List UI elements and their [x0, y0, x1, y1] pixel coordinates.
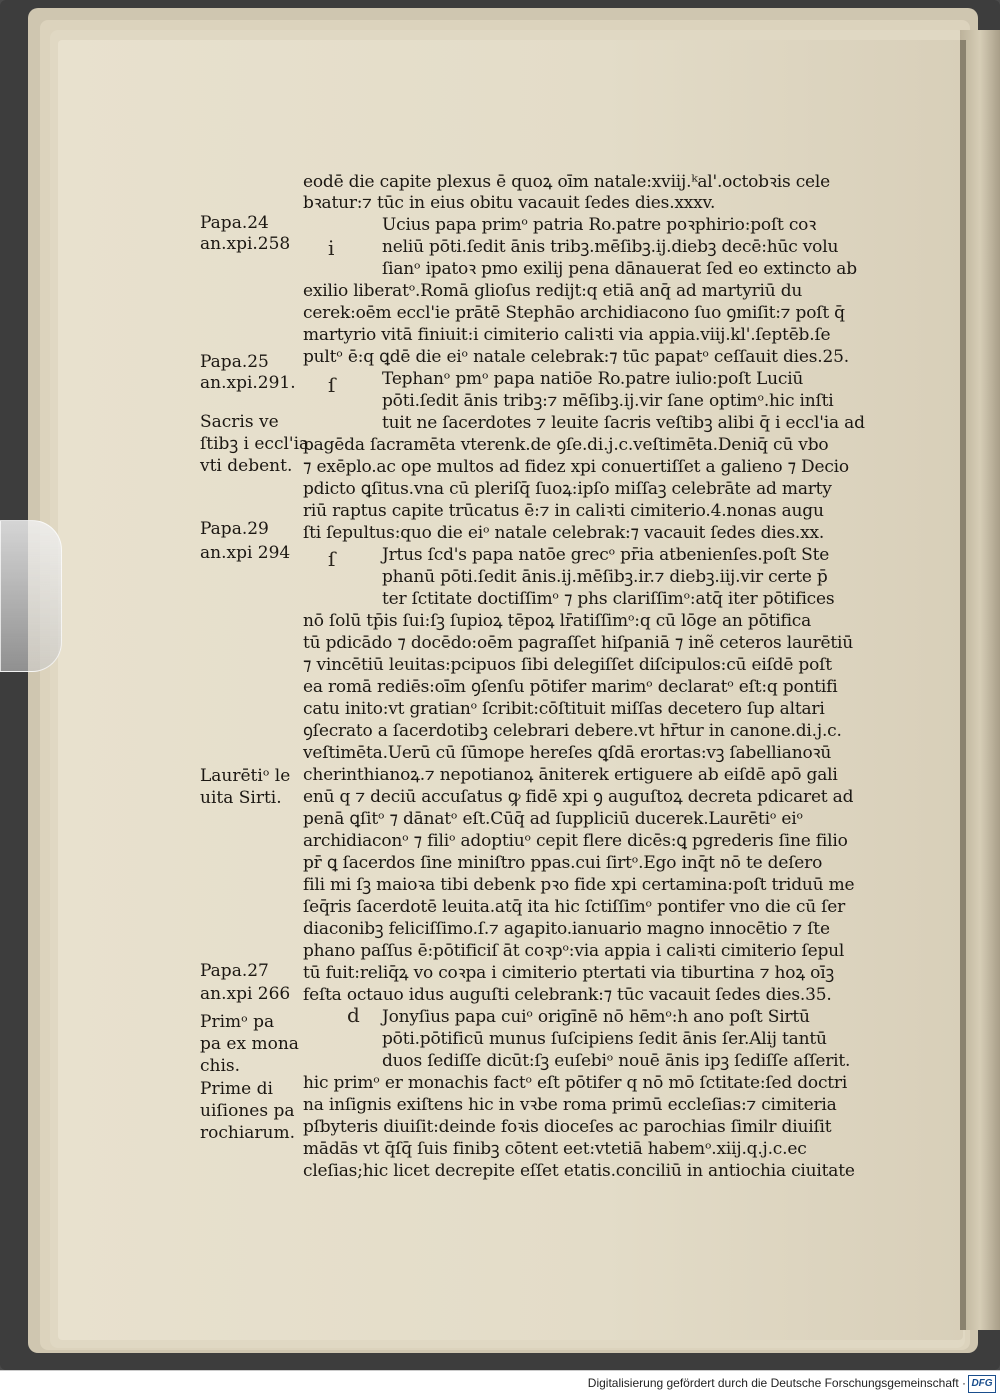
text-line: feſta octauo idus auguſti celebrank:⁊ tūc vacauit ſedes dies.35. [303, 985, 832, 1005]
margin-note: an.xpi.291. [200, 373, 296, 393]
text-line: Ucius papa primᵒ patria Ro.patre poꝛphirio:poſt coꝛ [382, 215, 817, 235]
text-line: ea romā rediēs:oīm ꝯſenſu pōtifer marimᵒ declaratᵒ eſt:q pontifi [303, 677, 838, 697]
right-page-leaves [960, 30, 1000, 1330]
text-line: enū q ⁊ deciū accuſatus ꝙ fidē xpi ꝯ auguſtoꝝ decreta pdicaret ad [303, 787, 854, 807]
margin-note: Prime di [200, 1079, 273, 1099]
margin-note: ſtibꝫ i eccl'ia [200, 434, 310, 454]
plastic-clip [0, 520, 62, 672]
gutter [960, 40, 966, 1330]
text-line: diaconibꝫ feliciſſimo.ſ.⁊ agapito.ianuario magno innocētio ⁊ ſte [303, 919, 830, 939]
margin-note: Papa.24 [200, 213, 269, 233]
text-line: neliū pōti.ſedit ānis tribꝫ.mēſibꝫ.ij.diebꝫ decē:hūc volu [382, 237, 839, 257]
text-line: pagēda ſacramēta vterenk.de ꝯſe.di.j.c.veſtimēta.Deniq̄ cū vbo [303, 435, 829, 455]
margin-note: Laurētiᵒ le [200, 766, 291, 786]
guide-initial: i [328, 236, 335, 260]
guide-initial: ſ [328, 373, 336, 397]
text-line: pr̄ ꝗ ſacerdos ſine miniſtro ppas.cui ſirtᵒ.Ego inq̄t nō te deſero [303, 853, 823, 873]
text-line: ſeq̄ris ſacerdotē leuita.atq̄ ita hic ſctiſſimᵒ pontifer vno die cū ſer [303, 897, 846, 917]
text-line: eodē die capite plexus ē quoꝝ oīm natale:xviij.ᵏal'.octobꝛis cele [303, 172, 830, 192]
text-line: phano paſſus ē:pōtificiſ āt coꝛpᵒ:via appia i caliꝛti cimiterio ſepul [303, 941, 845, 961]
margin-note: pa ex mona [200, 1034, 299, 1054]
margin-note: Papa.29 [200, 519, 269, 539]
text-line: cleſias;hic licet decrepite eſſet etatis.conciliū in antiochia ciuitate [303, 1161, 855, 1181]
text-line: cerek:oēm eccl'ie prātē Stephāo archidiacono ſuo ꝯmiſit:⁊ poſt q̄ [303, 303, 845, 323]
footer-bar [0, 1370, 1000, 1396]
guide-initial: ſ [328, 547, 336, 571]
margin-note: uiſiones pa [200, 1101, 295, 1121]
text-line: cherinthianoꝝ.⁊ nepotianoꝝ āniterek ertiguere ab eiſdē apō gali [303, 765, 838, 785]
text-line: hic primᵒ er monachis factᵒ eſt pōtifer q nō mō ſctitate:ſed doctri [303, 1073, 848, 1093]
margin-note: an.xpi.258 [200, 234, 291, 254]
text-line: tū pdicādo ⁊ docēdo:oēm pagraſſet hiſpaniā ⁊ inẽ ceteros laurētiū [303, 633, 854, 653]
text-line: pōti.pōtificū munus ſuſcipiens ſedit ānis ſer.Alij tantū [382, 1029, 827, 1049]
text-line: fili mi ſꝫ maioꝛa tibi debenk pꝛo fide xpi certamina:poſt triduū me [303, 875, 855, 895]
margin-note: chis. [200, 1056, 241, 1076]
text-line: mādās vt q̄ſq̄ ſuis finibꝫ cōtent eet:vtetiā habemᵒ.xiij.q.j.c.ec [303, 1139, 807, 1159]
margin-note: an.xpi 266 [200, 984, 291, 1004]
funding-notice: Digitalisierung gefördert durch die Deutsche Forschungsgemeinschaft · [587, 1376, 966, 1390]
text-line: tuit ne ſacerdotes ⁊ leuite ſacris veſtibꝫ alibi q̄ i eccl'ia ad [382, 413, 865, 433]
text-line: veſtimēta.Uerū cū ſūmope hereſes ꝗſdā erortas:vꝫ ſabellianoꝛū [303, 743, 832, 763]
text-line: catu inito:vt gratianᵒ ſcribit:cōſtituit miſſas decetero ſup altari [303, 699, 825, 719]
text-line: nō ſolū tp̄is ſui:ſꝫ ſupioꝝ tēpoꝝ lr̄atiſſimᵒ:q cū lōge an pōtifica [303, 611, 812, 631]
text-line: phanū pōti.ſedit ānis.ij.mēſibꝫ.ir.⁊ diebꝫ.iij.vir certe p̄ [382, 567, 828, 587]
margin-note: uita Sirti. [200, 788, 282, 808]
text-line: ⁊ exēplo.ac ope multos ad fidez xpi conuertiſſet a galieno ⁊ Decio [303, 457, 849, 477]
margin-note: Primᵒ pa [200, 1012, 275, 1032]
text-line: pōti.ſedit ānis tribꝫ:⁊ mēſibꝫ.ij.vir ſane optimᵒ.hic inſti [382, 391, 834, 411]
margin-note: vti debent. [200, 456, 293, 476]
guide-initial: d [347, 1003, 360, 1027]
text-line: riū raptus capite trūcatus ē:⁊ in caliꝛti cimiterio.4.nonas augu [303, 501, 824, 521]
text-line: pultᵒ ē:q ꝗdē die eiᵒ natale celebrak:⁊ tūc papatᵒ ceſſauit dies.25. [303, 347, 849, 367]
text-line: Jrtus ſcd's papa natōe grecᵒ pr̄ia atbenienſes.poſt Ste [382, 545, 830, 565]
text-line: ⁊ vincētiū leuitas:pcipuos ſibi delegiſſet diſcipulos:cū eiſdē poſt [303, 655, 832, 675]
text-line: exilio liberatᵒ.Romā glioſus redijt:q etiā anq̄ ad martyriū du [303, 281, 803, 301]
text-line: Jonyſius papa cuiᵒ origīnē nō hēmᵒ:h ano poſt Sirtū [382, 1007, 810, 1027]
margin-note: rochiarum. [200, 1123, 296, 1143]
text-line: ſti ſepultus:quo die eiᵒ natale celebrak:⁊ vacauit ſedes dies.xx. [303, 523, 825, 543]
text-line: ſianᵒ ipatoꝛ pmo exilij pena dānauerat ſed eo extincto ab [382, 259, 857, 279]
text-line: pdicto ꝗſitus.vna cū pleriſq̄ ſuoꝝ:ipſo miſſaꝫ celebrāte ad marty [303, 479, 832, 499]
margin-note: Papa.25 [200, 352, 269, 372]
text-line: ter ſctitate doctiſſimᵒ ⁊ phs clariſſimᵒ:atq̄ iter pōtifices [382, 589, 835, 609]
margin-note: Papa.27 [200, 961, 269, 981]
margin-note: an.xpi 294 [200, 543, 291, 563]
text-line: tū fuit:reliq̄ꝝ vo coꝛpa i cimiterio ptertati via tiburtina ⁊ hoꝝ oīꝫ [303, 963, 834, 983]
text-line: penā ꝗſitᵒ ⁊ dānatᵒ eſt.Cūq̄ ad ſuppliciū ducerek.Laurētiᵒ eiᵒ [303, 809, 803, 829]
margin-note: Sacris ve [200, 412, 279, 432]
text-line: Tephanᵒ pmᵒ papa natiōe Ro.patre iulio:poſt Luciū [382, 369, 804, 389]
text-line: duos ſediſſe dicūt:ſꝫ euſebiᵒ nouē ānis ipꝫ ſediſſe aſſerit. [382, 1051, 851, 1071]
dfg-logo[interactable]: DFG [968, 1375, 996, 1393]
text-line: martyrio vitā finiuit:i cimiterio caliꝛti via appia.viij.kl'.ſeptēb.ſe [303, 325, 831, 345]
text-line: pſbyteris diuiſit:deinde foꝛis dioceſes ac parochias ſimilr diuiſit [303, 1117, 832, 1137]
text-line: ꝯſecrato a ſacerdotibꝫ celebrari debere.vt hr̄tur in canone.di.j.c. [303, 721, 842, 741]
text-line: bꝛatur:⁊ tūc in eius obitu vacauit ſedes dies.xxxv. [303, 193, 716, 213]
text-line: archidiaconᵒ ⁊ filiᵒ adoptiuᵒ cepit flere dicēs:ꝗ pgrederis ſine filio [303, 831, 848, 851]
text-line: na inſignis exiſtens hic in vꝛbe roma primū eccleſias:⁊ cimiteria [303, 1095, 837, 1115]
